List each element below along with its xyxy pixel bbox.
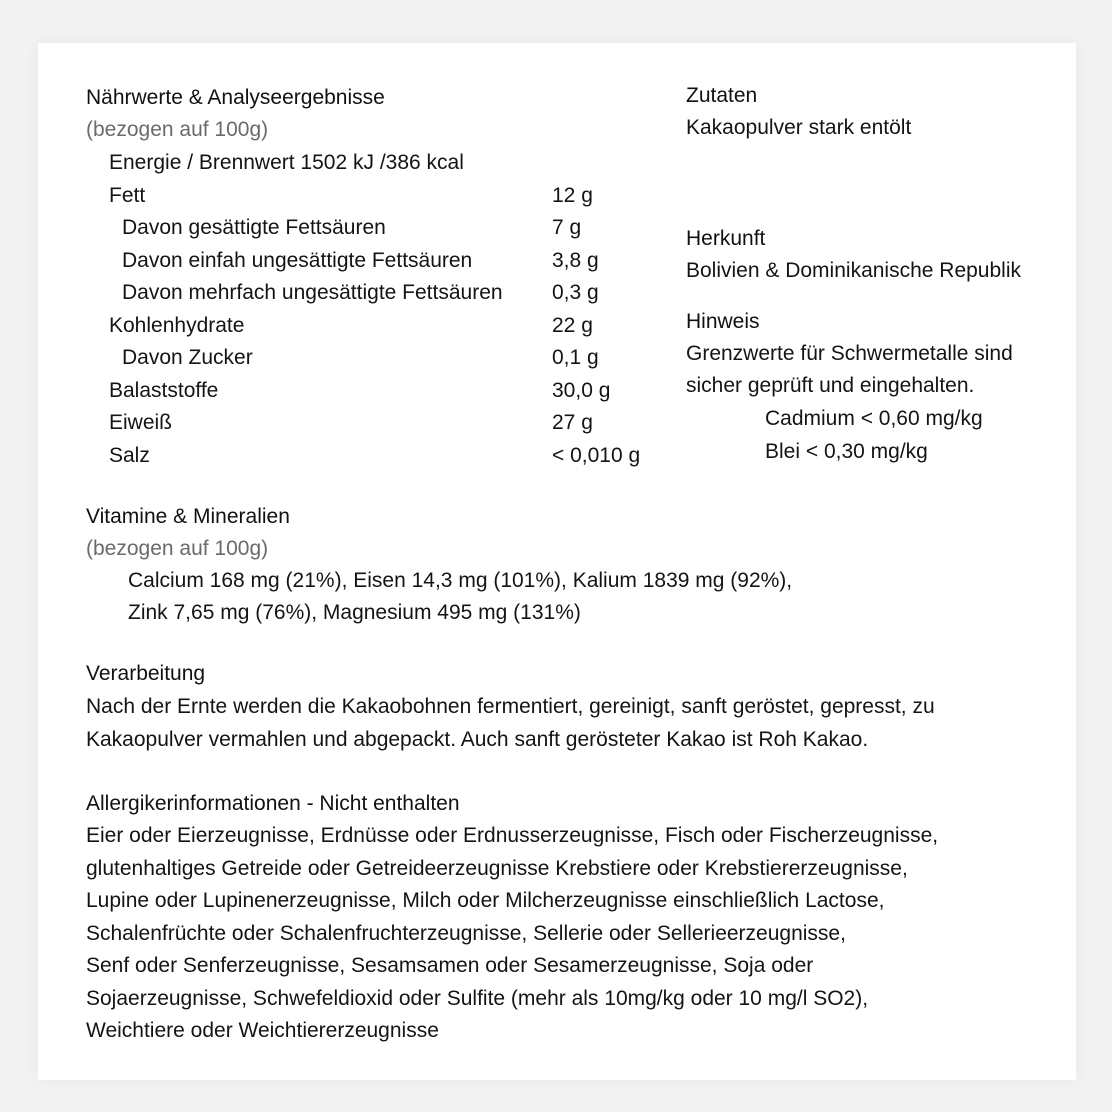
allergene-line: glutenhaltiges Getreide oder Getreideerzeugnisse Krebstiere oder Krebstiererzeugnisse, [86, 857, 908, 880]
allergene-title: Allergikerinformationen - Nicht enthalten [86, 792, 460, 815]
hinweis-value: Cadmium < 0,60 mg/kg [765, 407, 983, 430]
allergene-line: Schalenfrüchte oder Schalenfruchterzeugnisse, Sellerie oder Sellerieerzeugnisse, [86, 922, 846, 945]
verarbeitung-title: Verarbeitung [86, 662, 206, 685]
allergene-line: Senf oder Senferzeugnisse, Sesamsamen oder Sesamerzeugnisse, Soja oder [86, 954, 814, 977]
hinweis-value: Blei < 0,30 mg/kg [765, 440, 928, 463]
nutrient-label: Salz [109, 444, 150, 467]
verarbeitung-line: Nach der Ernte werden die Kakaobohnen fermentiert, gereinigt, sanft geröstet, gepresst, zu [86, 695, 935, 718]
vitamine-line: Zink 7,65 mg (76%), Magnesium 495 mg (131%) [128, 601, 581, 624]
naehrwerte-basis: (bezogen auf 100g) [86, 118, 269, 141]
nutrient-value: 30,0 g [552, 379, 611, 402]
nutrient-value: 22 g [552, 314, 593, 337]
zutaten-title: Zutaten [686, 84, 758, 107]
vitamine-line: Calcium 168 mg (21%), Eisen 14,3 mg (101%), Kalium 1839 mg (92%), [128, 569, 793, 592]
herkunft-title: Herkunft [686, 227, 766, 250]
energy-row: Energie / Brennwert 1502 kJ /386 kcal [109, 151, 464, 174]
zutaten-text: Kakaopulver stark entölt [686, 116, 912, 139]
naehrwerte-title: Nährwerte & Analyseergebnisse [86, 86, 385, 109]
hinweis-title: Hinweis [686, 310, 760, 333]
nutrient-value: 0,1 g [552, 346, 599, 369]
vitamine-basis: (bezogen auf 100g) [86, 537, 269, 560]
nutrient-label: Davon mehrfach ungesättigte Fettsäuren [122, 281, 503, 304]
nutrient-label: Davon einfah ungesättigte Fettsäuren [122, 249, 473, 272]
vitamine-title: Vitamine & Mineralien [86, 505, 290, 528]
allergene-line: Sojaerzeugnisse, Schwefeldioxid oder Sulfite (mehr als 10mg/kg oder 10 mg/l SO2), [86, 987, 869, 1010]
nutrient-label: Davon Zucker [122, 346, 253, 369]
allergene-line: Eier oder Eierzeugnisse, Erdnüsse oder Erdnusserzeugnisse, Fisch oder Fischerzeugnisse, [86, 824, 939, 847]
nutrient-label: Fett [109, 184, 146, 207]
nutrient-value: 0,3 g [552, 281, 599, 304]
hinweis-line: sicher geprüft und eingehalten. [686, 374, 975, 397]
nutrient-value: 12 g [552, 184, 593, 207]
herkunft-text: Bolivien & Dominikanische Republik [686, 259, 1021, 282]
allergene-line: Weichtiere oder Weichtiererzeugnisse [86, 1019, 439, 1042]
allergene-line: Lupine oder Lupinenerzeugnisse, Milch oder Milcherzeugnisse einschließlich Lactose, [86, 889, 885, 912]
nutrient-label: Kohlenhydrate [109, 314, 245, 337]
nutrient-label: Eiweiß [109, 411, 173, 434]
nutrient-label: Davon gesättigte Fettsäuren [122, 216, 386, 239]
nutrient-value: 27 g [552, 411, 593, 434]
hinweis-line: Grenzwerte für Schwermetalle sind [686, 342, 1013, 365]
nutrient-label: Balaststoffe [109, 379, 219, 402]
nutrient-value: 7 g [552, 216, 582, 239]
nutrient-value: < 0,010 g [552, 444, 641, 467]
verarbeitung-line: Kakaopulver vermahlen und abgepackt. Auch sanft gerösteter Kakao ist Roh Kakao. [86, 728, 869, 751]
nutrient-value: 3,8 g [552, 249, 599, 272]
